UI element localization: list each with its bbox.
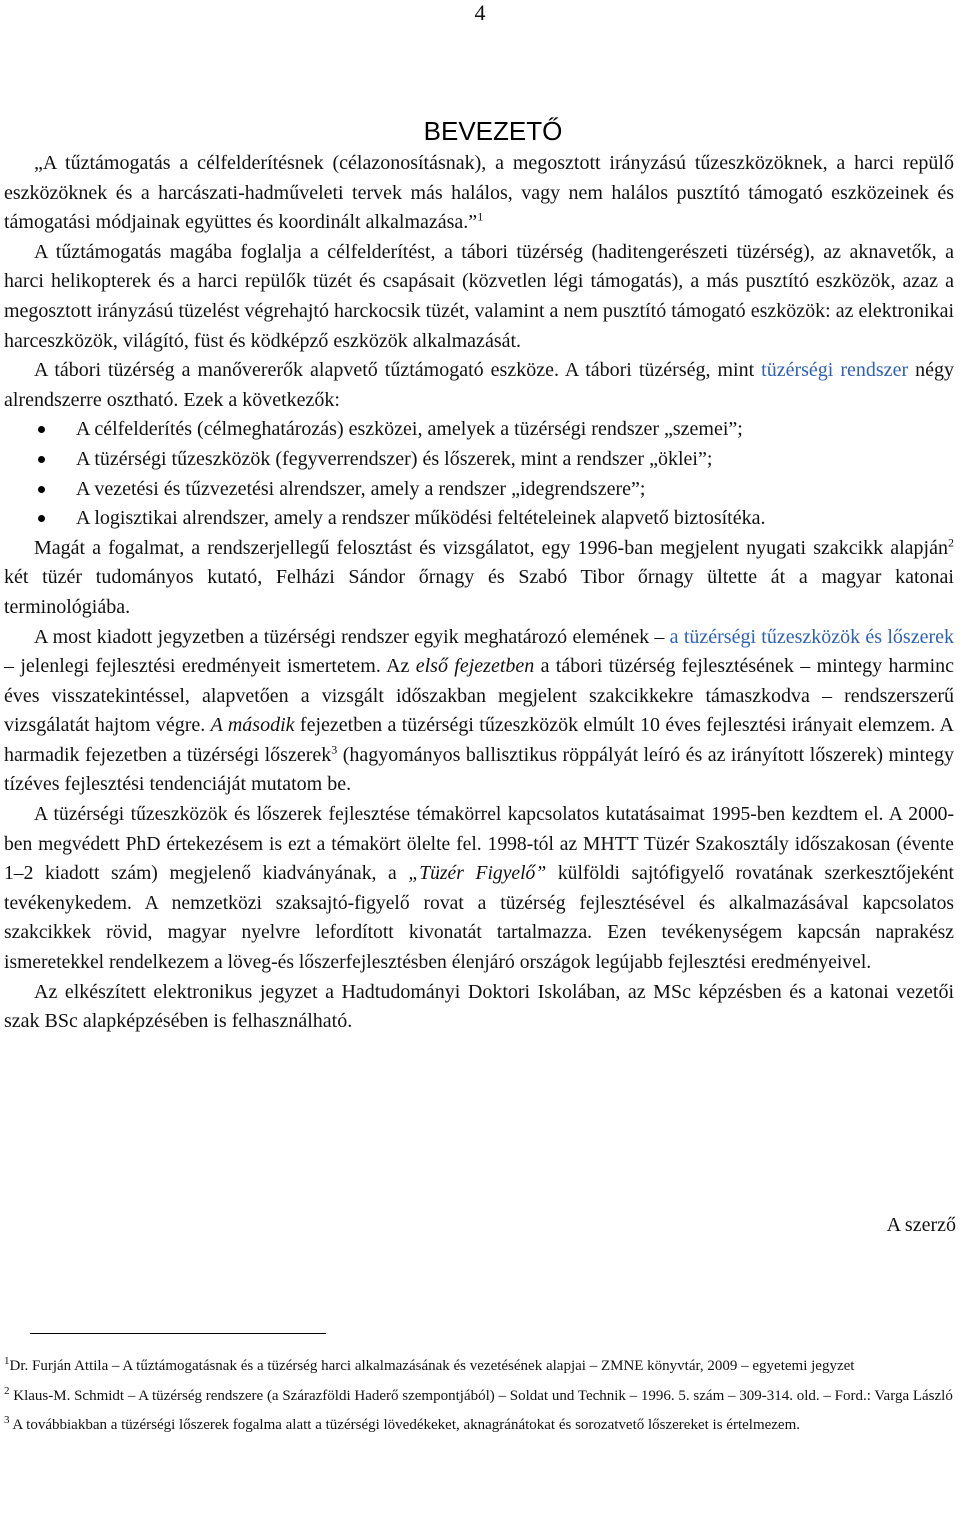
body-text bbox=[4, 149, 954, 1037]
author-signature: A szerző bbox=[886, 1214, 956, 1236]
para-fire-support: A tűztámogatás magába foglalja a célfelderítést, a tábori tüzérség (haditengerészeti tüzérség), az aknavetők, a harci helikopterek és a harci repülők tüzét és csapásait (közvetlen légi támogatás), a más pusztító eszközök, azaz a megosztott irányzású tüzelést végrehajtó harckocsik tüzét, valamint a nem pusztító támogató eszközök: az elektronikai harceszközök, világító, füst és ködképző eszközök alkalmazását. bbox=[4, 240, 954, 352]
chapter-heading: BEVEZETŐ bbox=[423, 116, 563, 146]
weapons-ammo-link[interactable]: a tüzérségi tűzeszközök és lőszerek bbox=[669, 625, 954, 648]
bullet-icon bbox=[38, 486, 45, 493]
footnote-ref-1[interactable]: 1 bbox=[477, 209, 484, 224]
para-notes-overview: A most kiadott jegyzetben a tüzérségi rendszer egyik meghatározó elemének – a tüzérségi tűzeszközök és lőszerek – jelenlegi fejlesztési eredményeit ismertetem. Az első fejezetben a tábori tüzérség fejlesztésének – mintegy harminc éves visszatekintéssel, alapvetően a vizsgált időszakban megjelent szakcikkekre támaszkodva – rendszerszerű vizsgálatát hajtom végre. A második fejezetben a tüzérségi tűzeszközök elmúlt 10 éves fejlesztési irányait elemzem. A harmadik fejezetben a tüzérségi lőszerek$^3$ (hagyományos ballisztikus röppályát leíró és az irányított lőszerek) mintegy tízéves fejlesztési tendenciáját mutatom be. bbox=[4, 625, 955, 796]
para-research: A tüzérségi tűzeszközök és lőszerek fejlesztése témakörrel kapcsolatos kutatásaimat 1995-ben kezdtem el. A 2000-ben megvédett PhD értekezésem is ezt a témakört ölelte fel. 1998-tól az MHTT Tüzér Szakosztály időszakosan (évente 1–2 kiadott szám) megjelenő kiadványának, a „Tüzér Figyelő” külföldi sajtófigyelő rovatának szerkesztőjeként tevékenykedem. A nemzetközi szaksajtó-figyelő rovat a tüzérség fejlesztésével és alkalmazásával kapcsolatos szakcikkek rövid, magyar nyelvre lefordított kivonatát tartalmazza. Ezen tevékenységem kapcsán naprakész ismeretekkel rendelkezem a löveg-és lőszerfejlesztésben élenjáró országok legújabb fejlesztési eredményeivel. bbox=[4, 804, 954, 974]
intro-quote: „A tűztámogatás a célfelderítésnek (célazonosításnak), a megosztott irányzású tűzeszközöknek, a harci repülő eszközöknek és a harcászati-hadműveleti tervek más halálos, vagy nem halálos pusztító támogató eszközeinek és támogatási módjainak együttes és koordinált alkalmazása.”$^1$ bbox=[4, 152, 954, 234]
subsystem-list bbox=[4, 415, 954, 533]
footnote-ref-2[interactable]: 2 bbox=[948, 535, 954, 550]
para-closing: Az elkészített elektronikus jegyzet a Hadtudományi Doktori Iskolában, az MSc képzésben és a katonai vezetői szak BSc alapképzésében is felhasználható. bbox=[4, 980, 954, 1033]
footnote-ref-3[interactable]: 3 bbox=[331, 742, 338, 757]
list-item: A vezetési és tűzvezetési alrendszer, amely a rendszer „idegrendszere”; bbox=[4, 475, 954, 505]
footnote: $^1$Dr. Furján Attila – A tűztámogatásnak és a tüzérség harci alkalmazásának és vezetésének alapjai – ZMNE könyvtár, 2009 – egyetemi jegyzet bbox=[4, 1355, 855, 1374]
bullet-icon bbox=[38, 426, 45, 433]
page-number: 4 bbox=[474, 0, 486, 25]
para-field-artillery: A tábori tüzérség a manővererők alapvető tűztámogató eszköze. A tábori tüzérség, mint tüzérségi rendszer négy alrendszerre osztható. Ezek a következők: bbox=[4, 359, 954, 411]
footnote: $^2$ Klaus-M. Schmidt – A tüzérség rendszere (a Szárazföldi Haderő szempontjából) – Soldat und Technik – 1996. 5. szám – 309-314. old. – Ford.: Varga László bbox=[4, 1384, 953, 1404]
list-item: A logisztikai alrendszer, amely a rendszer működési feltételeinek alapvető biztosítéka. bbox=[4, 504, 954, 534]
list-item: A tüzérségi tűzeszközök (fegyverrendszer) és lőszerek, mint a rendszer „öklei”; bbox=[4, 445, 954, 475]
para-concept: Magát a fogalmat, a rendszerjellegű felosztást és vizsgálatot, egy 1996-ban megjelent nyugati szakcikk alapján$^2$ két tüzér tudományos kutató, Felházi Sándor őrnagy és Szabó Tibor őrnagy ültette át a magyar katonai terminológiába. bbox=[4, 535, 954, 618]
bullet-icon bbox=[38, 515, 45, 522]
list-item: A célfelderítés (célmeghatározás) eszközei, amelyek a tüzérségi rendszer „szemei”; bbox=[4, 415, 954, 445]
footnote: $^3$ A továbbiakban a tüzérségi lőszerek fogalma alatt a tüzérségi lövedékeket, aknagránátokat és sorozatvető lőszereket is értelmezem. bbox=[4, 1414, 800, 1433]
bullet-icon bbox=[38, 456, 45, 463]
footnotes bbox=[4, 1352, 954, 1441]
footnote-divider bbox=[30, 1333, 326, 1334]
artillery-system-link[interactable]: tüzérségi rendszer bbox=[761, 359, 909, 382]
